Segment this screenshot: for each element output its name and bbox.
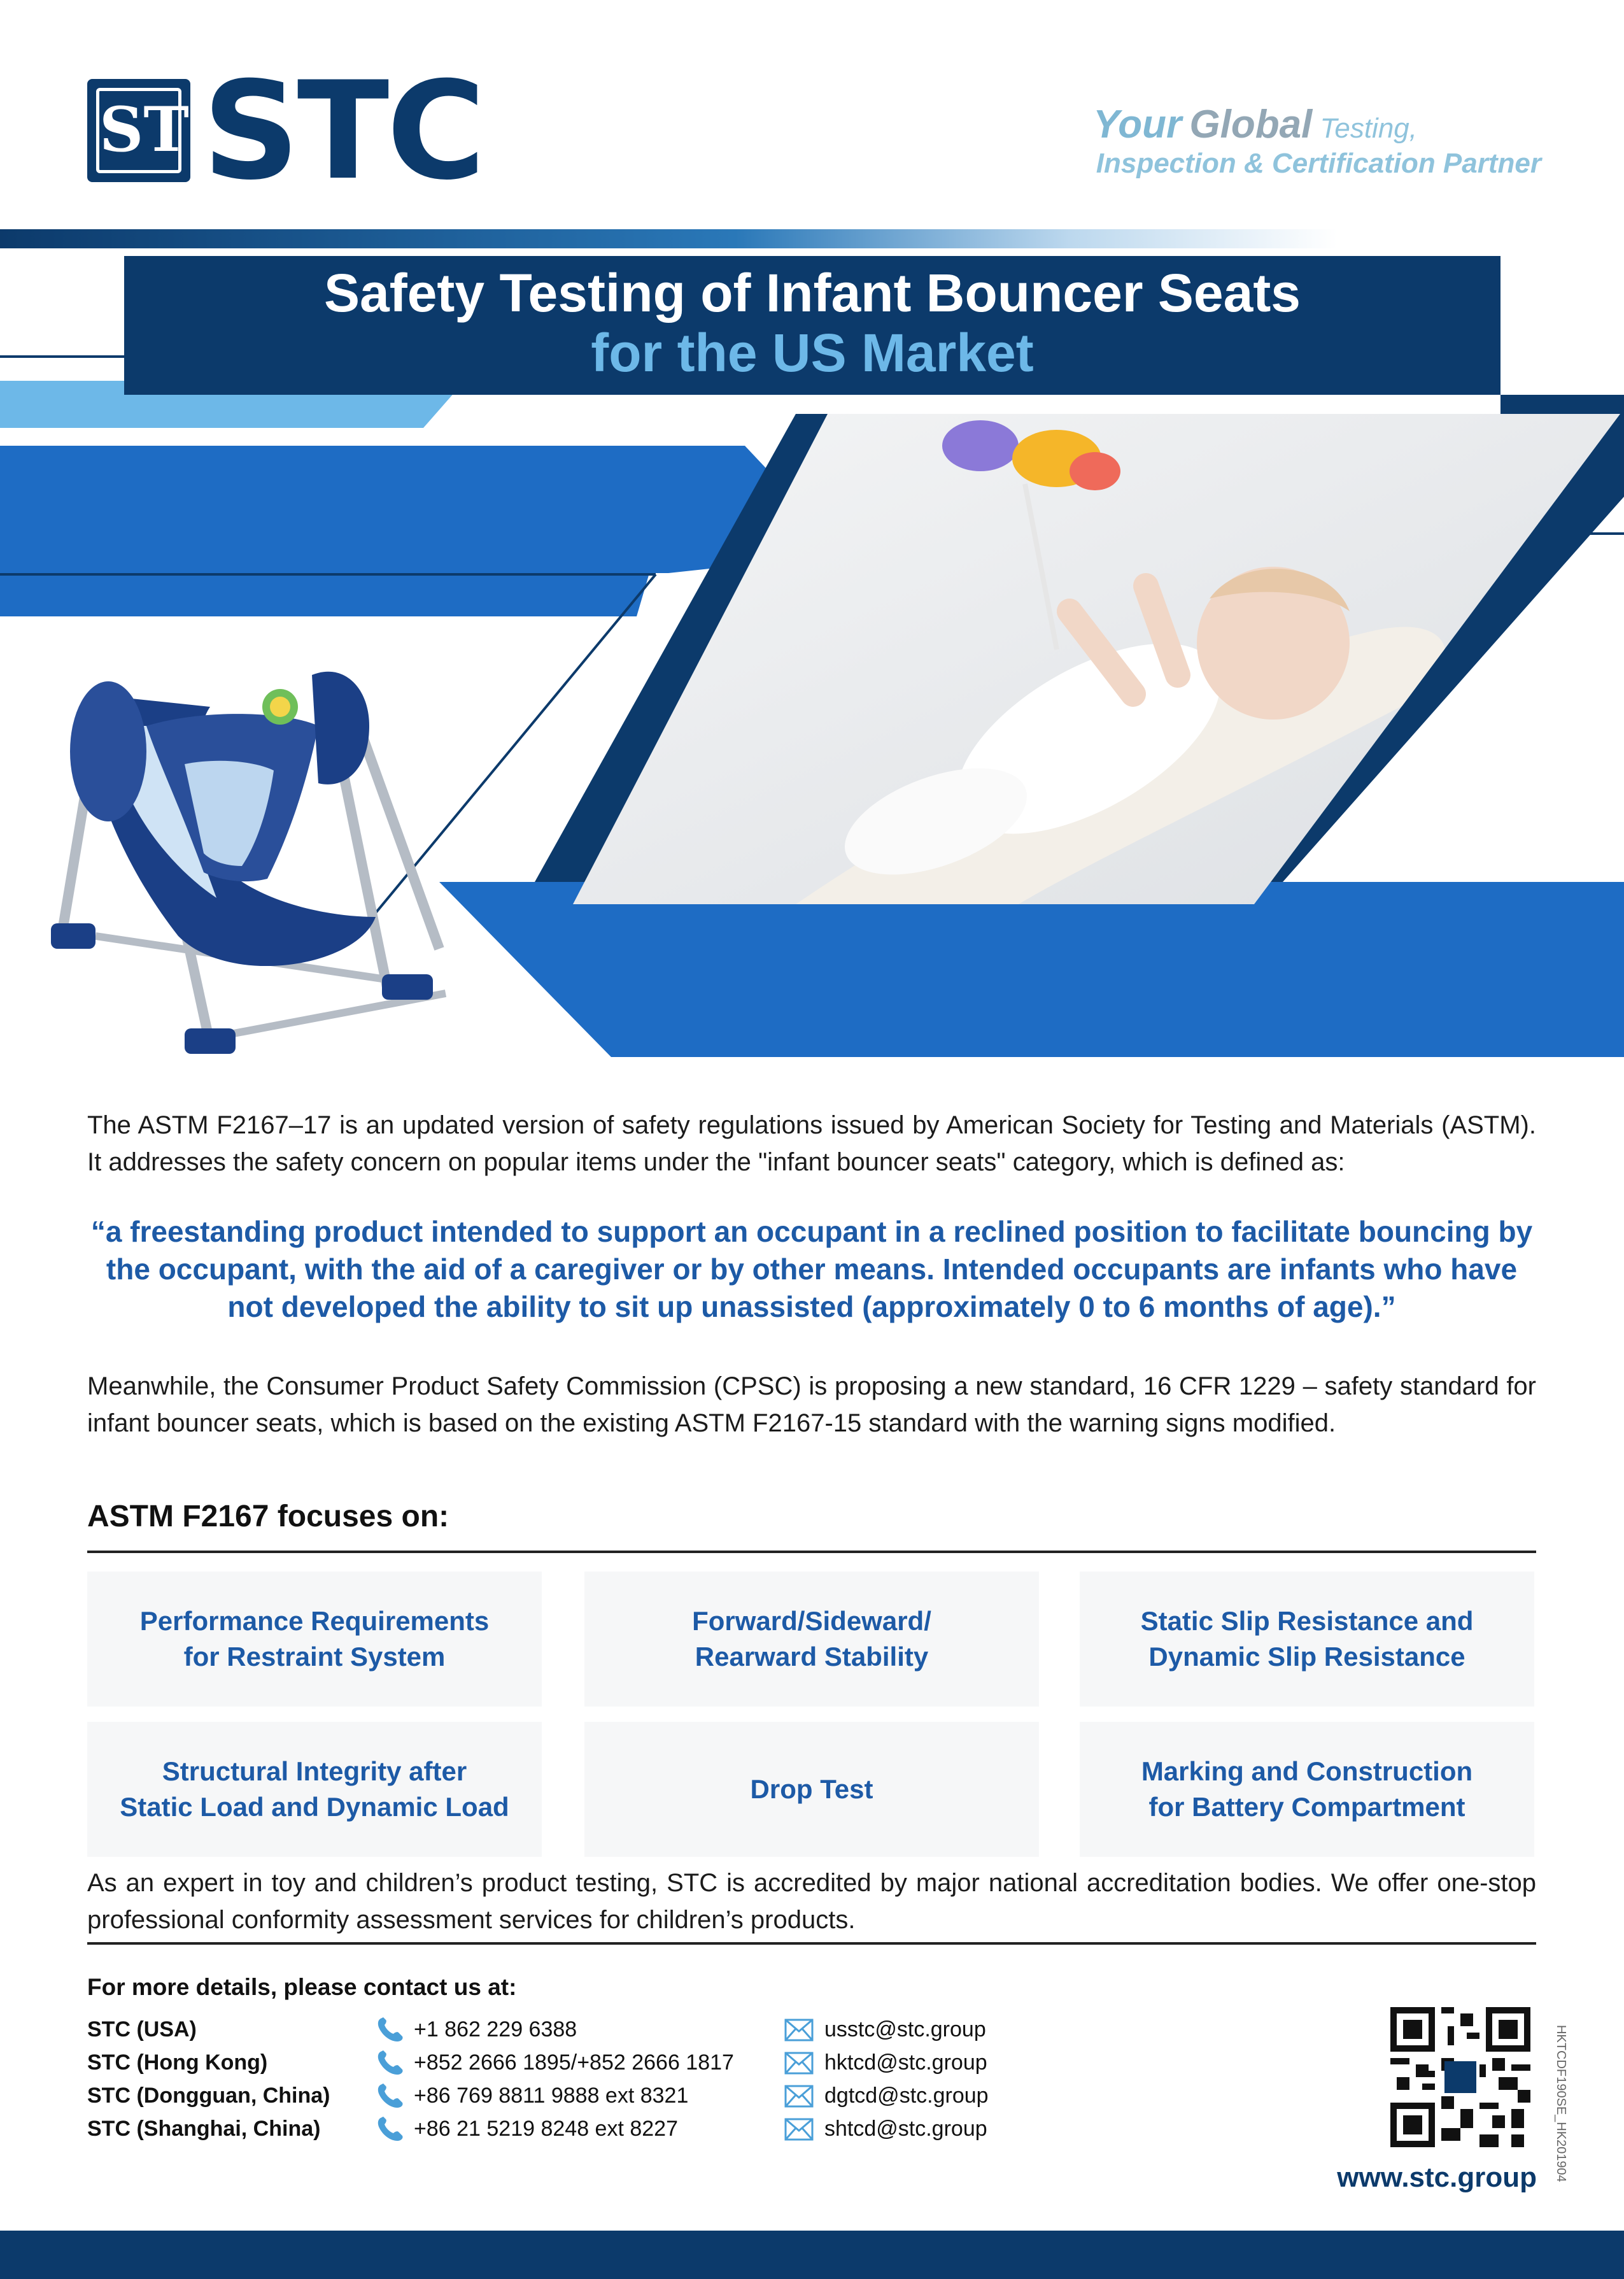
contact-heading: For more details, please contact us at: <box>87 1974 517 2000</box>
office-email[interactable]: usstc@stc.group <box>824 2017 986 2041</box>
page-title: Safety Testing of Infant Bouncer Seats <box>323 263 1301 323</box>
document-code: HKTCDF190SE_HK201904 <box>1554 2025 1568 2182</box>
focus-card-slip-resistance: Static Slip Resistance and Dynamic Slip Resistance <box>1080 1572 1534 1707</box>
office-email[interactable]: shtcd@stc.group <box>824 2117 987 2141</box>
office-name: STC (Dongguan, China) <box>87 2084 330 2108</box>
expert-paragraph: As an expert in toy and children’s product testing, STC is accredited by major national accreditation bodies. We offer one-stop professional conformity assessment services for children’s products. <box>87 1869 1536 1934</box>
office-phone[interactable]: +86 21 5219 8248 ext 8227 <box>414 2117 678 2141</box>
focus-heading: ASTM F2167 focuses on: <box>87 1500 449 1533</box>
qr-code[interactable] <box>1390 2007 1530 2147</box>
office-email[interactable]: hktcd@stc.group <box>824 2050 987 2075</box>
tagline-line2: Inspection & Certification Partner <box>1096 148 1541 179</box>
phone-icon <box>376 2115 405 2142</box>
tagline-line1: Your Global Testing, <box>1093 103 1417 146</box>
cpsc-paragraph: Meanwhile, the Consumer Product Safety Commission (CPSC) is proposing a new standard, 16 CFR 1229 – safety standard for infant bouncer seats, which is based on the existing ASTM F2167-15 standard with the warning signs modified. <box>87 1372 1536 1437</box>
office-phone[interactable]: +86 769 8811 9888 ext 8321 <box>414 2084 689 2108</box>
footer-bar <box>0 2231 1624 2279</box>
mail-icon <box>784 2118 814 2141</box>
bouncer-product-illustration <box>51 672 446 1054</box>
phone-icon <box>376 2049 405 2076</box>
phone-icon <box>376 2082 405 2109</box>
intro-paragraph: The ASTM F2167–17 is an updated version of safety regulations issued by American Society for Testing and Materials (ASTM). It addresses the safety concern on popular items under the "infant bouncer seats" category, which is defined as: <box>87 1111 1536 1176</box>
office-phone[interactable]: +1 862 229 6388 <box>414 2017 577 2041</box>
contact-divider <box>87 1942 1536 1945</box>
focus-divider <box>87 1551 1536 1553</box>
website-link[interactable]: www.stc.group <box>1337 2162 1537 2193</box>
phone-icon <box>376 2016 405 2043</box>
office-name: STC (Shanghai, China) <box>87 2117 321 2141</box>
focus-card-drop-test: Drop Test <box>584 1722 1039 1857</box>
office-name: STC (USA) <box>87 2017 197 2041</box>
mail-icon <box>784 2085 814 2108</box>
focus-card-restraint: Performance Requirements for Restraint System <box>87 1572 542 1707</box>
header-stripe <box>0 229 1337 248</box>
office-name: STC (Hong Kong) <box>87 2050 268 2075</box>
logo-monogram: STC <box>96 88 181 173</box>
mail-icon <box>784 2019 814 2041</box>
focus-card-structural-integrity: Structural Integrity after Static Load and Dynamic Load <box>87 1722 542 1857</box>
office-phone[interactable]: +852 2666 1895/+852 2666 1817 <box>414 2050 734 2075</box>
mail-icon <box>784 2052 814 2075</box>
definition-quote: “a freestanding product intended to support an occupant in a reclined position to facilitate bouncing by the occupant, with the aid of a caregiver or by other means. Intended occupants are infants who have not developed the ability to sit up unassisted (approximately 0 to 6 months of age).” <box>90 1215 1533 1323</box>
office-email[interactable]: dgtcd@stc.group <box>824 2084 989 2108</box>
focus-card-battery-marking: Marking and Construction for Battery Compartment <box>1080 1722 1534 1857</box>
hero-graphic <box>0 0 1624 1070</box>
focus-card-stability: Forward/Sideward/ Rearward Stability <box>584 1572 1039 1707</box>
stc-logo-text: STC <box>202 52 483 209</box>
page-subtitle: for the US Market <box>591 323 1034 383</box>
